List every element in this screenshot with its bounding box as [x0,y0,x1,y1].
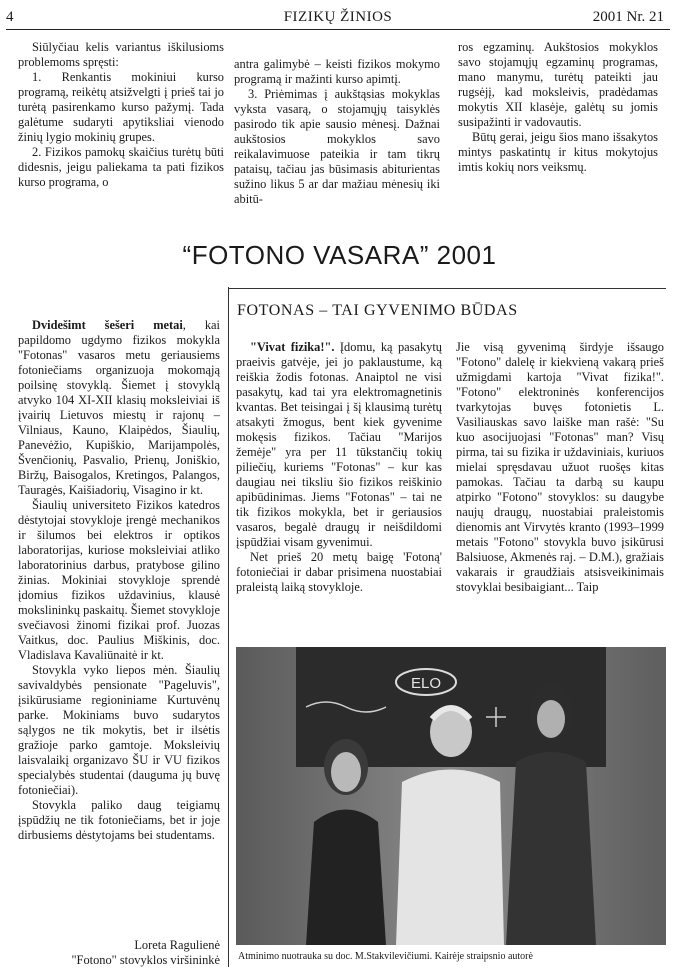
right-article-column-2 [456,340,664,595]
group-photo [236,647,666,945]
left-article [18,318,220,843]
paragraph: 3. Priėmimas į aukštąsias mokyklas vyksta vasarą, o stojamųjų taisyklės pasirodo tik apie sausio mėnesį. Dažnai aukštosios mokyklos savo reikalavimuose pateikia ir tam tikrų pataisų, tačiau jas būsimasis abiturientas sužino likus 5 ar dar mažiau mėnesių iki abitū- [234,87,440,206]
person-right [506,752,596,945]
paragraph: Jie visą gyvenimą širdyje išsaugo "Fotono" dalelę ir kiekvieną vakarą prieš užmigdami kartoja "Vivat fizika!". "Fotono" elektroninės konferencijos tvarkytojas buvęs fotonietis L. Vasiliauskas savo laiške man rašė: "Su kuo asocijuojasi "Fotonas" man? Visų pirma, tai su fizika ir uždaviniais, kuriuos mielai spręsdavau užuot ruošęs kitas pamokas. Tačiau ta darbą su kaupu atpirko "Fotono" stovyklos: su daugybe naujų draugų, nuostabiai praleistomis dienomis ant Virvytės kranto (1993–1999 metais "Fotono" stovykla buvo įsikūrusi Balsiuose, Akmenės raj. – D.M.), gražiais vakarais ir graudžiais atsisveikinimais stovyklai besibaigiant... Taip [456,340,664,594]
top-article-column-3 [458,40,658,175]
lead-paragraph: Dvidešimt šešeri metai, kai papildomo ugdymo fizikos mokykla "Fotonas" vasaros metu geriausiems fotoniečiams organizuoja mokomąją poilsinę stovyklą. Šiemet į stovyklą atvyko 104 XI-XII klasių moksleiviai iš įvairių Lietuvos miestų ir rajonų – Vilniaus, Kauno, Klaipėdos, Šiaulių, Panevėžio, Kupiškio, Marijampolės, Švenčionių, Pasvalio, Prienų, Joniškio, Biržų, Baisogalos, Kretingos, Palangos, Tauragės, Kaišiadorių, Visagino ir kt. [18,318,220,497]
top-article-column-2 [234,57,440,207]
paragraph: Šiaulių universiteto Fizikos katedros dėstytojai stovykloje įrengė mechanikos ir šilumos bei elektros ir optikos laboratorijas, kuriose moksleiviai atliko laboratorinius darbus, pratybose gilino žinias. Mokiniai stovykloje sprendė įdomius fizikos uždavinius, klausė mokslininkų paskaitų. Šiemet stovykloje svečiavosi žinomi fizikai prof. Juozas Vaitkus, doc. Paulius Miškinis, doc. Vladislava Kavaliūnaitė ir kt. [18,498,220,662]
signature [40,938,220,968]
photo-illustration [236,647,666,945]
lead-paragraph: "Vivat fizika!". Įdomu, ką pasakytų praeivis gatvėje, jei jo paklaustume, ką reiškia žodis fotonas. Anaiptol ne visi pasakytų, kad tai yra elektromagnetinis kvantas. Bet teisingai į šį klausimą turėtų atsakyti žmogus, bent kiek gyvenime mokęsis fizikos. Tačiau "Marijos žemėje" yra per 11 tūkstančių tokių piliečių, kuriems "Fotonas" – kur kas daugiau nei tiksliu šio fizikos reiškinio apibūdinimas. Jiems "Fotonas" – tai ne tik fizikos mokykla, bet ir geriausios vasaros, begalė draugų ir neišdildomi įspūdžiai visam gyvenimui. [236,340,443,549]
column-divider [228,287,229,967]
section-banner-title: “FOTONO VASARA” 2001 [182,240,497,270]
author-role: "Fotono" stovyklos viršininkė [71,953,220,967]
paragraph: Net prieš 20 metų baigę 'Fotoną' fotoniečiai ir dabar prisimena nuostabiai praleistą laiką stovykloje. [236,550,442,594]
board-writing: ELO [410,675,442,692]
paragraph: Stovykla vyko liepos mėn. Šiaulių savivaldybės pensionate "Pageluvis", įsikūrusiame regioniniame Kurtuvėnų parke. Mokiniams buvo sudarytos sąlygos ne tik mokytis, bet ir ilsėtis gražioje parko gamtoje. Moksleivių laisvalaikį organizavo ŠU ir VU fizikos specialybės studentai (dauguma jų buvę fotoniečiai). [18,663,220,797]
paragraph: antra galimybė – keisti fizikos mokymo programą ir mažinti kurso apimtį. [234,57,440,86]
page-number: 4 [6,9,14,25]
paragraph: Būtų gerai, jeigu šios mano išsakytos mintys paskatintų ir kitus mokytojus imtis kokių nors veiksmų. [458,130,658,174]
lead-bold: "Vivat fizika!". [250,340,335,354]
photo-caption: Atminimo nuotrauka su doc. M.Stakvilevičiumi. Kairėje straipsnio autorė [238,951,533,962]
issue-number: 2001 Nr. 21 [592,9,664,25]
right-article-column-1 [236,340,442,595]
publication-title: FIZIKŲ ŽINIOS [283,9,393,25]
paragraph: ros egzaminų. Aukštosios mokyklos savo stojamųjų egzaminų programas, mano manymu, turėtų pateikti jau rugsėjį, kad moksleivis, pradėdamas mokytis XII klasėje, galėtų su jomis susipažinti ir vadovautis. [458,40,658,129]
author-name: Loreta Ragulienė [134,938,220,952]
section-divider [228,288,666,289]
lead-bold: Dvidešimt šešeri metai [32,318,183,332]
person-left [306,810,386,946]
top-article-column-1 [18,40,224,190]
article-subheading: FOTONAS – TAI GYVENIMO BŪDAS [237,302,518,319]
person-middle [396,770,504,946]
paragraph: Stovykla paliko daug teigiamų įspūdžių ne tik fotoniečiams, bet ir joje dirbusiems dėstytojams bei studentams. [18,798,220,842]
paragraph: 2. Fizikos pamokų skaičius turėtų būti didesnis, jeigu paliekama ta pati fizikos kurso programa, o [18,145,224,189]
paragraph: 1. Renkantis mokiniui kurso programą, reikėtų atsižvelgti į prieš tai jo turėtą pasirenkamo kurso pažymį. Tada galėtume sudaryti apytiksliai vienodo žinių lygio mokinių grupes. [18,70,224,144]
paragraph: Siūlyčiau kelis variantus iškilusioms problemoms spręsti: [18,40,224,69]
page-header [6,4,670,30]
